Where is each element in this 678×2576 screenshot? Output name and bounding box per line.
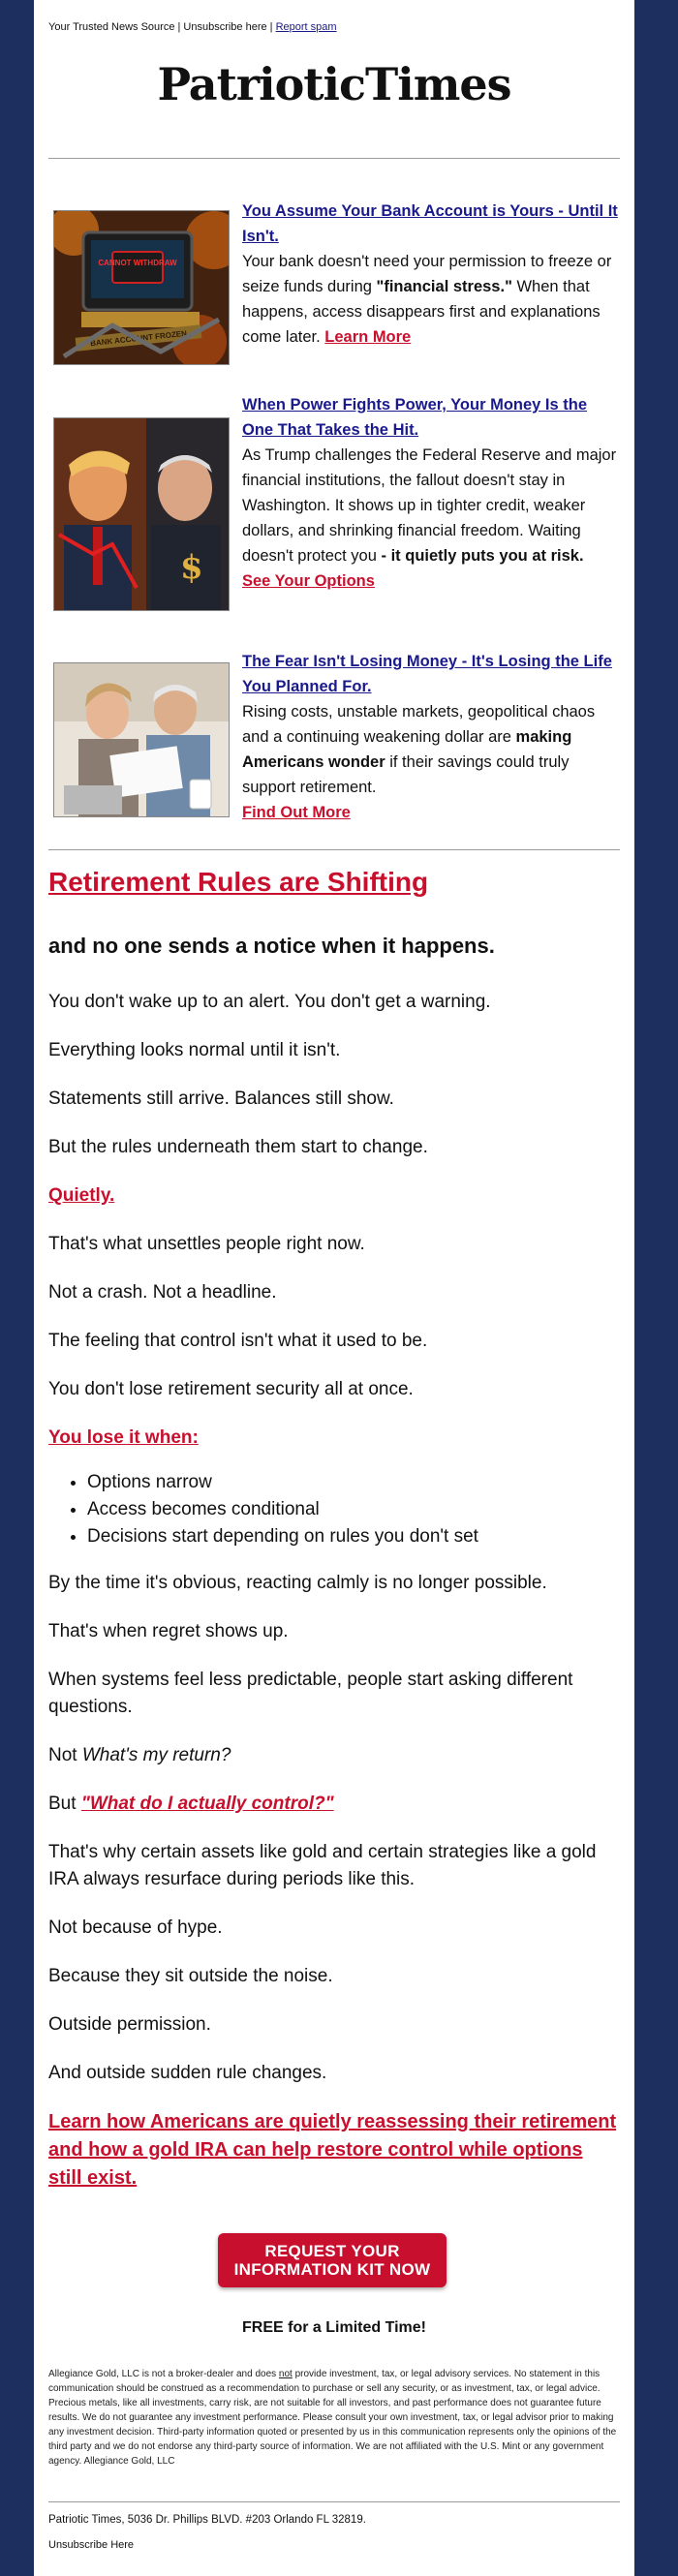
gold-ira-cta-link[interactable]: Learn how Americans are quietly reassessing their retirement and how a gold IRA can help restore control while options still exist. <box>48 2111 617 2189</box>
article-subheadline: and no one sends a notice when it happens. <box>48 934 495 958</box>
paragraph: Not a crash. Not a headline. <box>48 1282 277 1303</box>
divider <box>48 158 620 159</box>
story-3-title-link[interactable]: The Fear Isn't Losing Money - It's Losing the Life You Planned For. <box>242 653 612 695</box>
list-item: • Options narrow <box>87 1469 659 1496</box>
not-prefix: Not <box>48 1745 82 1765</box>
top-bar <box>48 21 337 33</box>
report-spam-link[interactable]: Report spam <box>275 21 337 33</box>
divider <box>48 2501 620 2502</box>
list-item: • Decisions start depending on rules you don't set <box>87 1523 659 1550</box>
list-item: • Access becomes conditional <box>87 1496 659 1523</box>
paragraph: That's what unsettles people right now. <box>48 1234 365 1254</box>
story-1-bold: "financial stress." <box>376 278 512 295</box>
control-question-link[interactable]: "What do I actually control?" <box>80 1794 334 1814</box>
paragraph: And outside sudden rule changes. <box>48 2063 327 2083</box>
button-line-1: REQUEST YOUR <box>264 2242 400 2260</box>
retired-couple-image[interactable] <box>53 662 230 817</box>
return-question: What's my return? <box>81 1745 231 1765</box>
divider <box>48 849 620 850</box>
paragraph <box>48 1742 620 1769</box>
paragraph: You don't lose retirement security all at once. <box>48 1379 414 1399</box>
article-headline[interactable]: Retirement Rules are Shifting <box>48 867 429 897</box>
disclaimer-text-2: provide investment, tax, or legal advisory services. No statement in this communication should be construed as a recommendation to purchase or sell any security, or as investment, tax, or legal advice. Precious metals, like all investments, carry risk, are not suitable for all investors, and past performance does not guarantee future results. We do not guarantee any investment performance. Please consult your own investment, tax, or legal advisor prior to making any investment decision. Third-party information quoted or presented by us in this communication represents only the opinions of the third party and we do not endorse any third-party source of information. We are not affiliated with the U.S. Mint or any government agency. Allegiance Gold, LLC <box>48 2369 617 2467</box>
story-1-body <box>242 199 620 350</box>
story-2-text: As Trump challenges the Federal Reserve and major financial institutions, the fallout doesn't stay in Washington. It shows up in tighter credit, weaker dollars, and shrinking financial freedom. Waiting doesn't protect you <box>242 446 617 565</box>
paragraph: But the rules underneath them start to change. <box>48 1137 428 1157</box>
paragraph: That's when regret shows up. <box>48 1621 289 1641</box>
story-3-text: Rising costs, unstable markets, geopolitical chaos and a continuing weakening dollar are <box>242 703 596 746</box>
paragraph: Statements still arrive. Balances still show. <box>48 1089 394 1109</box>
footer-address: Patriotic Times, 5036 Dr. Phillips BLVD. #203 Orlando FL 32819. <box>48 2514 366 2526</box>
unsubscribe-link[interactable]: Unsubscribe Here <box>48 2539 135 2551</box>
screen-label-cannot: CANNOT WITHDRAW <box>98 259 177 267</box>
button-line-2: INFORMATION KIT NOW <box>233 2260 431 2279</box>
story-2-body <box>242 392 620 594</box>
disclaimer-not: not <box>278 2369 293 2379</box>
paragraph: Not because of hype. <box>48 1917 223 1938</box>
story-3-text-2: if their savings could truly support retirement. <box>242 753 570 796</box>
story-2-title-link[interactable]: When Power Fights Power, Your Money Is the One That Takes the Hit. <box>242 396 588 439</box>
plate-label: BANK ACCOUNT FROZEN <box>89 328 188 349</box>
request-info-kit-button[interactable] <box>218 2233 447 2287</box>
story-2-bold: - it quietly puts you at risk. <box>381 547 584 565</box>
email-body <box>34 0 634 2576</box>
brand-logo[interactable]: PatrioticTimes <box>157 58 511 110</box>
paragraph: When systems feel less predictable, people start asking different questions. <box>48 1670 573 1717</box>
find-out-more-link[interactable]: Find Out More <box>242 804 351 821</box>
story-1-title-link[interactable]: You Assume Your Bank Account is Yours - Until It Isn't. <box>242 202 618 245</box>
quietly-heading: Quietly. <box>48 1185 115 1206</box>
dollar-sign-icon: $ <box>180 548 203 587</box>
paragraph: The feeling that control isn't what it used to be. <box>48 1331 428 1351</box>
but-prefix: But <box>48 1794 81 1814</box>
paragraph: You don't wake up to an alert. You don't get a warning. <box>48 992 491 1012</box>
disclaimer <box>48 2367 620 2469</box>
source-text: Your Trusted News Source | Unsubscribe here | <box>48 21 276 33</box>
free-limited-time: FREE for a Limited Time! <box>242 2319 426 2336</box>
paragraph: Outside permission. <box>48 2014 211 2035</box>
frozen-account-image[interactable] <box>53 210 230 365</box>
learn-more-link[interactable]: Learn More <box>324 328 412 346</box>
paragraph: By the time it's obvious, reacting calmly is no longer possible. <box>48 1573 547 1593</box>
paragraph: That's why certain assets like gold and certain strategies like a gold IRA always resurface during periods like this. <box>48 1842 597 1889</box>
story-1-text: Your bank doesn't need your permission to freeze or seize funds during <box>242 253 612 295</box>
see-your-options-link[interactable]: See Your Options <box>242 572 375 590</box>
story-3-body <box>242 649 620 825</box>
power-struggle-image[interactable] <box>53 417 230 611</box>
paragraph: Because they sit outside the noise. <box>48 1966 333 1986</box>
story-1-text-2: When that happens, access disappears first and explanations come later. <box>242 278 601 346</box>
paragraph: Everything looks normal until it isn't. <box>48 1040 341 1060</box>
story-3-bold: making Americans wonder <box>242 728 572 771</box>
lose-it-heading: You lose it when: <box>48 1427 199 1448</box>
disclaimer-text-1: Allegiance Gold, LLC is not a broker-dealer and does <box>48 2369 279 2379</box>
paragraph <box>48 1791 620 1818</box>
bullet-list <box>48 1469 659 1550</box>
